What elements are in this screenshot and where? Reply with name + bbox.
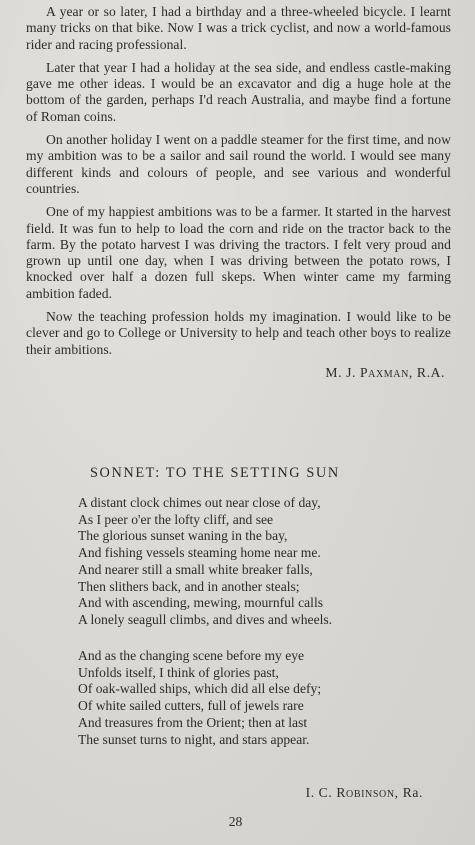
- poem-line: And with ascending, mewing, mournful calls: [78, 595, 324, 611]
- poem-author-signature: [306, 785, 423, 801]
- poem-line: Of white sailed cutters, full of jewels rare: [78, 698, 304, 714]
- poem-stanza-2: [78, 648, 438, 748]
- poem-line: As I peer o'er the lofty cliff, and see: [78, 511, 274, 527]
- poem-line: The sunset turns to night, and stars appear.: [78, 731, 310, 747]
- essay-paragraph-5: Now the teaching profession holds my imagination. I would like to be clever and go to College or University to help and teach other boys to realize their ambitions.: [26, 309, 451, 357]
- page-number: 28: [228, 814, 243, 829]
- printed-page: [26, 0, 451, 845]
- essay-section: [26, 4, 451, 381]
- essay-author-suffix: R.A.: [416, 364, 445, 380]
- poem-line: The glorious sunset waning in the bay,: [78, 528, 288, 544]
- essay-author-initials: M. J.: [325, 364, 356, 380]
- poem-author-suffix: Ra.: [402, 785, 423, 800]
- poem-stanza-1: [78, 495, 438, 629]
- essay-paragraph-4: One of my happiest ambitions was to be a farmer. It started in the harvest field. It was fun to help to load the corn and ride on the tractor back to the farm. By the potato harvest I was driving the tractors. I felt very proud and grown up until one day, when I was driving between the potato rows, I knocked over half a dozen full skeps. When winter came my farming ambition faded.: [26, 204, 451, 301]
- poem-line: Then slithers back, and in another steals;: [78, 578, 300, 594]
- poem-line: And fishing vessels steaming home near me.: [78, 545, 321, 561]
- poem-line: And as the changing scene before my eye: [78, 648, 305, 663]
- essay-author-signature: [26, 365, 445, 381]
- poem-line: A lonely seagull climbs, and dives and wheels.: [78, 611, 333, 627]
- poem-line: A distant clock chimes out near close of day,: [78, 495, 321, 510]
- poem-line: And nearer still a small white breaker falls,: [78, 561, 313, 577]
- essay-paragraph-3: On another holiday I went on a paddle steamer for the first time, and now my ambition was to be a sailor and sail round the world. I would see many different kinds and colours of people, and see various and wonderful countries.: [26, 132, 451, 196]
- poem-author-initials: I. C.: [305, 785, 333, 800]
- poem-author-surname: Robinson,: [336, 785, 399, 800]
- poem-line: And treasures from the Orient; then at last: [78, 714, 308, 730]
- poem-title: SONNET: TO THE SETTING SUN: [90, 465, 340, 481]
- essay-paragraph-1: A year or so later, I had a birthday and a three-wheeled bicycle. I learnt many tricks on that bike. Now I was a trick cyclist, and now a world-famous rider and racing professional.: [26, 4, 451, 52]
- poem-line: Of oak-walled ships, which did all else defy;: [78, 681, 322, 697]
- essay-paragraph-2: Later that year I had a holiday at the sea side, and endless castle-making gave me other ideas. I would be an excavator and dig a huge hole at the bottom of the garden, perhaps I'd reach Australia, and maybe find a fortune of Roman coins.: [26, 59, 451, 124]
- poem-line: Unfolds itself, I think of glories past,: [78, 664, 279, 680]
- essay-author-surname: Paxman,: [359, 364, 413, 380]
